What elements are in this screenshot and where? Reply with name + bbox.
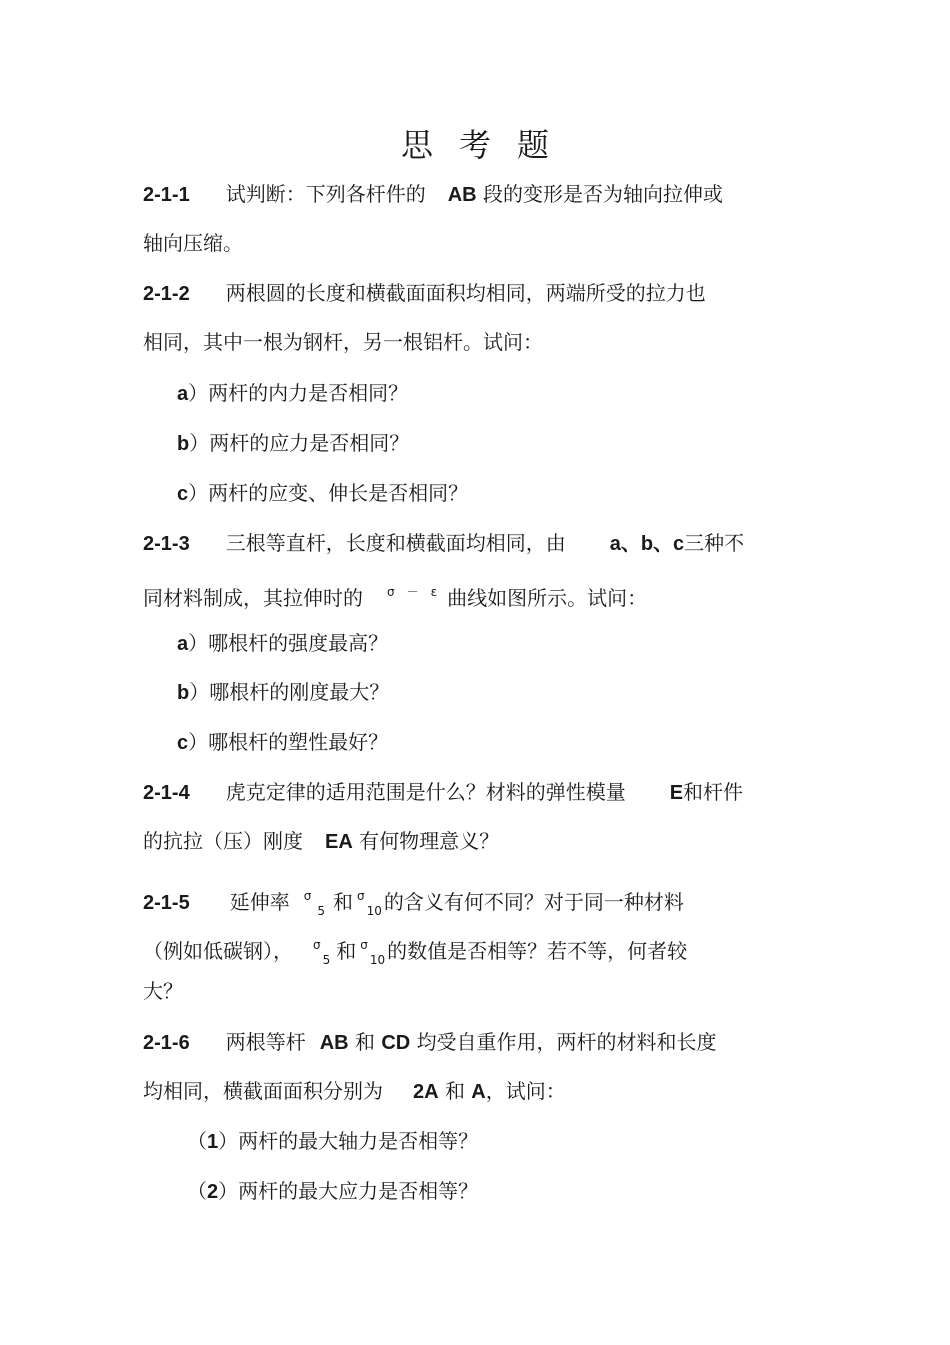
question-2-1-5-cont: [143, 931, 687, 974]
item-text: ）哪根杆的塑性最好？: [188, 730, 389, 754]
question-text: 延伸率: [229, 890, 290, 914]
subscript: 5: [317, 904, 325, 918]
item-text: 两杆的最大轴力是否相等？: [238, 1129, 479, 1153]
question-2-1-5: [143, 882, 684, 925]
question-text: 均受自重作用，两杆的材料和长度: [416, 1030, 717, 1054]
conjunction: 和: [354, 1030, 375, 1054]
question-number: 2-1-2: [143, 283, 190, 305]
question-2-1-4: [143, 778, 743, 807]
subscript: 10: [369, 953, 386, 967]
subscript: 5: [322, 953, 331, 967]
question-text: 三种不: [684, 531, 745, 555]
list-item: （2）两杆的最大应力是否相等？: [187, 1179, 479, 1203]
item-text: ）哪根杆的强度最高？: [188, 631, 389, 655]
question-text: 的数值是否相等？若不等，何者较: [387, 939, 688, 963]
item-text: ）两杆的应力是否相同？: [189, 431, 410, 455]
question-number: 2-1-6: [143, 1032, 190, 1054]
list-item: [177, 678, 389, 707]
question-text: 两根等杆: [225, 1030, 306, 1054]
item-label: a: [177, 383, 189, 405]
list-item: （1）两杆的最大轴力是否相等？: [187, 1129, 479, 1153]
item-label: 1: [207, 1131, 219, 1153]
question-number: 2-1-3: [143, 533, 190, 555]
sigma-symbol: σ: [387, 585, 395, 599]
dash: －: [406, 585, 419, 599]
question-2-1-2: [143, 279, 706, 308]
item-label: c: [177, 483, 189, 505]
question-text: 曲线如图所示。试问：: [447, 586, 648, 610]
item-label: b: [177, 433, 190, 455]
question-text: 的含义有何不同？对于同一种材料: [383, 890, 684, 914]
question-text: 有何物理意义？: [359, 829, 500, 853]
conjunction: 和: [336, 939, 357, 963]
list-item: [177, 379, 408, 408]
item-label: a: [177, 633, 189, 655]
question-number: 2-1-4: [143, 782, 190, 804]
list-item: [177, 629, 388, 658]
question-text: 同材料制成，其拉伸时的: [143, 586, 363, 610]
list-item: [177, 479, 468, 508]
sigma-symbol: σ: [303, 889, 312, 903]
variable: AB: [447, 184, 477, 206]
question-2-1-1: [143, 180, 723, 209]
question-number: 2-1-5: [143, 892, 190, 914]
question-2-1-3-cont: [143, 578, 647, 612]
question-2-1-3: [143, 529, 744, 558]
list-item: [177, 429, 409, 458]
question-number: 2-1-1: [143, 184, 190, 206]
question-2-1-6-cont: [143, 1077, 566, 1106]
item-text: ）哪根杆的刚度最大？: [189, 680, 390, 704]
conjunction: 和: [332, 890, 353, 914]
question-text: 的抗拉（压）刚度: [143, 829, 303, 853]
sigma-symbol: σ: [356, 889, 365, 903]
item-text: ）两杆的应变、伸长是否相同？: [188, 481, 469, 505]
question-text: 两根圆的长度和横截面面积均相同，两端所受的拉力也: [225, 281, 706, 305]
question-text: 试判断：下列各杆件的: [225, 182, 426, 206]
variable: EA: [325, 831, 353, 853]
question-text: 均相同，横截面面积分别为: [143, 1079, 383, 1103]
sigma-symbol: σ: [313, 938, 321, 952]
item-label: c: [177, 732, 189, 754]
question-2-1-6: [143, 1028, 717, 1057]
question-2-1-1-cont: 轴向压缩。: [143, 231, 243, 255]
variable: A: [471, 1081, 486, 1103]
variable: AB: [319, 1032, 349, 1054]
question-text: ，试问：: [485, 1079, 566, 1103]
variable: E: [669, 782, 684, 804]
subscript: 10: [366, 904, 382, 918]
variable: 2A: [413, 1081, 439, 1103]
item-text: ）两杆的内力是否相同？: [188, 381, 409, 405]
item-label: 2: [207, 1181, 219, 1203]
question-text: 段的变形是否为轴向拉伸或: [482, 182, 723, 206]
list-item: [177, 728, 388, 757]
page-title: 思考题: [400, 126, 575, 164]
question-2-1-4-cont: [143, 827, 499, 856]
epsilon-symbol: ε: [430, 585, 438, 599]
question-text: 虎克定律的适用范围是什么？材料的弹性模量: [225, 780, 626, 804]
question-2-1-5-cont2: 大？: [143, 979, 183, 1003]
question-text: 和杆件: [683, 780, 744, 804]
conjunction: 和: [444, 1079, 465, 1103]
question-text: （例如低碳钢），: [143, 939, 293, 963]
item-text: 两杆的最大应力是否相等？: [238, 1179, 479, 1203]
sigma-symbol: σ: [360, 938, 368, 952]
item-label: b: [177, 682, 190, 704]
question-text: 三根等直杆，长度和横截面均相同，由: [225, 531, 566, 555]
variable: CD: [381, 1032, 411, 1054]
question-2-1-2-cont: 相同，其中一根为钢杆，另一根铝杆。试问：: [143, 330, 543, 354]
variables: a、b、c: [609, 533, 685, 555]
